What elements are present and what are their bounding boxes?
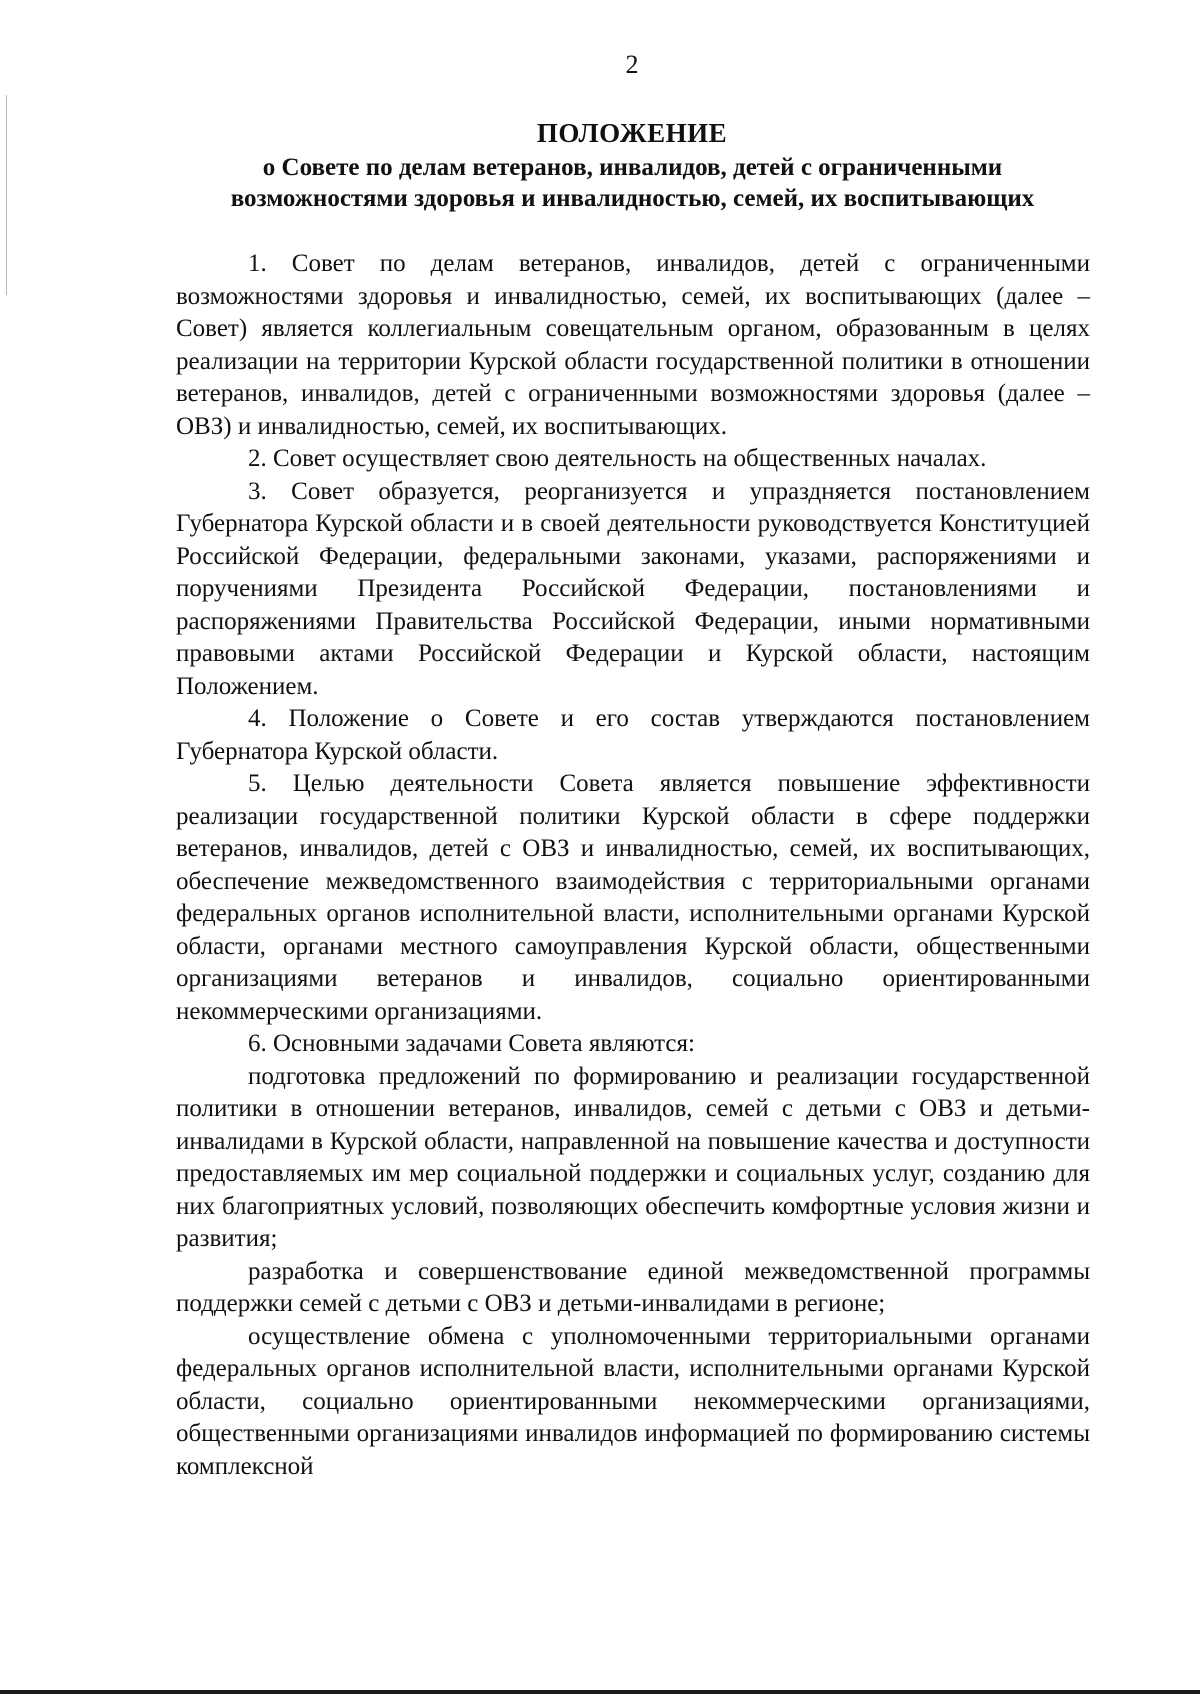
page-number: 2 [625, 50, 639, 79]
paragraph-5: 5. Целью деятельности Совета является повышение эффективности реализации государственной политики Курской области в сфере поддержки ветеранов, инвалидов, детей с ОВЗ и инвалидностью, семей, их воспитывающих, обеспечение межведомственного взаимодействия с территориальными органами федеральных органов исполнительной власти, исполнительными органами Курской области, органами местного самоуправления Курской области, общественными организациями ветеранов и инвалидов, социально ориентированными некоммерческими организациями. [176, 770, 1090, 1025]
document-body [176, 248, 1090, 1483]
paragraph-1: 1. Совет по делам ветеранов, инвалидов, детей с ограниченными возможностями здоровья и инвалидностью, семей, их воспитывающих (далее – Совет) является коллегиальным совещательным органом, образованным в целях реализации на территории Курской области государственной политики в отношении ветеранов, инвалидов, детей с ограниченными возможностями здоровья (далее – ОВЗ) и инвалидностью, семей, их воспитывающих. [176, 250, 1090, 440]
task-item-proposals: подготовка предложений по формированию и реализации государственной политики в отношении ветеранов, инвалидов, семей с детьми с ОВЗ и детьми-инвалидами в Курской области, направленной на повышение качества и доступности предоставляемых им мер социальной поддержки и социальных услуг, созданию для них благоприятных условий, позволяющих обеспечить комфортные условия жизни и развития; [176, 1062, 1090, 1252]
subtitle-line: о Совете по делам ветеранов, инвалидов, детей с ограниченными [262, 154, 1003, 181]
task-item-program: разработка и совершенствование единой межведомственной программы поддержки семей с детьми с ОВЗ и детьми-инвалидами в регионе; [176, 1257, 1090, 1317]
paragraph-3: 3. Совет образуется, реорганизуется и упраздняется постановлением Губернатора Курской области и в своей деятельности руководствуется Конституцией Российской Федерации, федеральными законами, указами, распоряжениями и поручениями Президента Российской Федерации, постановлениями и распоряжениями Правительства Российской Федерации, иными нормативными правовыми актами Российской Федерации и Курской области, настоящим Положением. [176, 477, 1090, 700]
paragraph-6: 6. Основными задачами Совета являются: [248, 1030, 695, 1057]
scan-bottom-edge [0, 1690, 1200, 1694]
task-item-exchange: осуществление обмена с уполномоченными территориальными органами федеральных органов исполнительной власти, исполнительными органами Курской области, социально ориентированными некоммерческими организациями, общественными организациями инвалидов информацией по формированию системы комплексной [176, 1322, 1090, 1480]
document-title: ПОЛОЖЕНИЕ [536, 118, 728, 148]
document-subtitle [175, 152, 1090, 214]
subtitle-line: возможностями здоровья и инвалидностью, семей, их воспитывающих [230, 185, 1035, 212]
paragraph-2: 2. Совет осуществляет свою деятельность на общественных началах. [248, 445, 987, 472]
paragraph-4: 4. Положение о Совете и его состав утверждаются постановлением Губернатора Курской области. [176, 705, 1090, 765]
